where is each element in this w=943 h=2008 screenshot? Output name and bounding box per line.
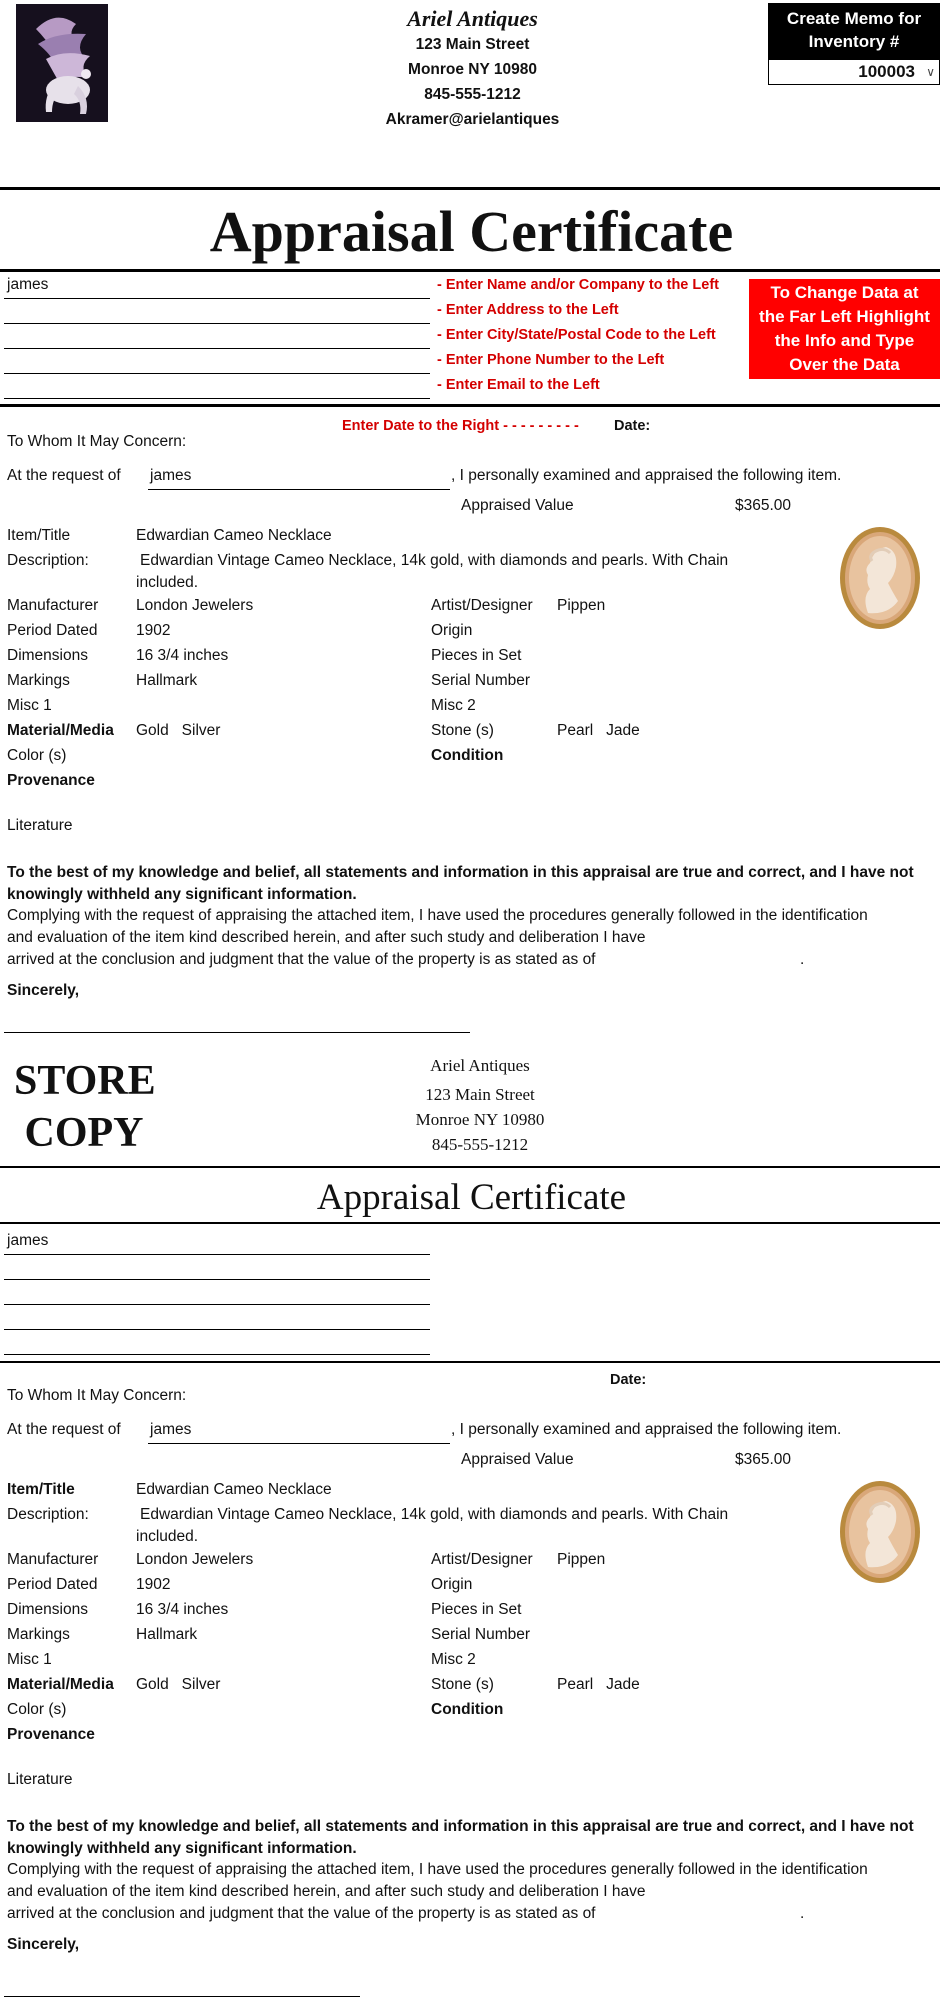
- item-photo-cameo: [838, 525, 922, 631]
- instruction-address: - Enter Address to the Left: [437, 302, 619, 318]
- requester-field[interactable]: james: [150, 467, 192, 484]
- store-item-title: Edwardian Cameo Necklace: [136, 1481, 332, 1498]
- store-appraised-value: $365.00: [735, 1451, 792, 1468]
- memo-title-line1: Create Memo for: [786, 9, 922, 28]
- store-city: Monroe NY 10980: [415, 1110, 545, 1129]
- manufacturer: London Jewelers: [136, 597, 254, 614]
- serial-label: Serial Number: [431, 672, 531, 689]
- description-cont: included.: [136, 574, 199, 591]
- store-artist-label: Artist/Designer: [431, 1551, 533, 1568]
- logo-pegasus: [16, 4, 108, 122]
- field-underline: [4, 1329, 430, 1330]
- procedure-line1: Complying with the request of appraising the attached item, I have used the procedures generally followed in the identification: [7, 907, 868, 924]
- store-item-title-label: Item/Title: [7, 1481, 75, 1498]
- stone: Pearl Jade: [557, 722, 640, 739]
- stone-label: Stone (s): [431, 722, 494, 739]
- store-markings-label: Markings: [7, 1626, 70, 1643]
- instruction-city: - Enter City/State/Postal Code to the Left: [437, 327, 716, 343]
- store-misc2-label: Misc 2: [431, 1651, 476, 1668]
- store-material: Gold Silver: [136, 1676, 221, 1693]
- store-period-label: Period Dated: [7, 1576, 98, 1593]
- chevron-down-icon[interactable]: ∨: [926, 65, 935, 79]
- store-request-prefix: At the request of: [7, 1421, 121, 1438]
- store-stone: Pearl Jade: [557, 1676, 640, 1693]
- divider: [0, 269, 940, 272]
- divider: [0, 187, 940, 190]
- pieces-label: Pieces in Set: [431, 647, 522, 664]
- certificate-title: Appraisal Certificate: [209, 199, 734, 264]
- appraised-value: $365.00: [735, 497, 792, 514]
- color-label: Color (s): [7, 747, 67, 764]
- memo-title-line2: Inventory #: [808, 32, 900, 51]
- business-name: Ariel Antiques: [407, 6, 538, 31]
- store-procedure-line3: arrived at the conclusion and judgment that the value of the property is as stated as of: [7, 1905, 596, 1922]
- store-procedure-end: .: [800, 1905, 805, 1922]
- store-material-label: Material/Media: [7, 1676, 114, 1693]
- business-phone: 845-555-1212: [424, 86, 521, 103]
- divider: [0, 1166, 940, 1168]
- store-business-name: Ariel Antiques: [430, 1056, 530, 1075]
- instruction-name: - Enter Name and/or Company to the Left: [437, 277, 719, 293]
- field-underline: [148, 1443, 450, 1444]
- store-date-label: Date:: [610, 1372, 647, 1388]
- item-title: Edwardian Cameo Necklace: [136, 527, 332, 544]
- store-requester: james: [150, 1421, 192, 1438]
- instruction-email: - Enter Email to the Left: [437, 377, 600, 393]
- store-description: Edwardian Vintage Cameo Necklace, 14k gold, with diamonds and pearls. With Chain: [140, 1506, 729, 1523]
- address-field[interactable]: [4, 323, 430, 324]
- store-serial-label: Serial Number: [431, 1626, 531, 1643]
- procedure-line2: and evaluation of the item kind described herein, and after such study and deliberation I have: [7, 929, 646, 946]
- store-description-cont: included.: [136, 1528, 199, 1545]
- store-signature-line: [4, 1996, 360, 1997]
- markings: Hallmark: [136, 672, 198, 689]
- divider: [0, 1361, 940, 1363]
- request-prefix: At the request of: [7, 467, 121, 484]
- store-copy-label: [14, 1055, 154, 1159]
- store-provenance-label: Provenance: [7, 1726, 95, 1743]
- store-copy-line1: STORE: [14, 1058, 156, 1104]
- store-procedure-line1: Complying with the request of appraising the attached item, I have used the procedures generally followed in the identification: [7, 1861, 868, 1878]
- business-email: Akramer@arielantiques: [385, 111, 560, 128]
- store-manufacturer: London Jewelers: [136, 1551, 254, 1568]
- change-data-note: [749, 279, 940, 379]
- store-item-photo-cameo: [838, 1479, 922, 1585]
- material: Gold Silver: [136, 722, 221, 739]
- store-period: 1902: [136, 1576, 171, 1593]
- date-label: Date:: [614, 418, 651, 434]
- condition-label: Condition: [431, 747, 504, 764]
- field-underline: [4, 1254, 430, 1255]
- change-note-line: Over the Data: [789, 355, 900, 374]
- inventory-select-value: 100003: [858, 62, 915, 81]
- misc2-label: Misc 2: [431, 697, 476, 714]
- divider: [0, 404, 940, 407]
- artist: Pippen: [557, 597, 606, 614]
- period: 1902: [136, 622, 171, 639]
- store-request-suffix: , I personally examined and appraised the following item.: [451, 1421, 842, 1438]
- misc1-label: Misc 1: [7, 697, 52, 714]
- store-closing: Sincerely,: [7, 1936, 80, 1953]
- date-instruction: Enter Date to the Right - - - - - - - - -: [342, 418, 579, 434]
- procedure-line3: arrived at the conclusion and judgment that the value of the property is as stated as of: [7, 951, 596, 968]
- field-underline: [148, 489, 450, 490]
- provenance-label: Provenance: [7, 772, 95, 789]
- markings-label: Markings: [7, 672, 70, 689]
- store-stone-label: Stone (s): [431, 1676, 494, 1693]
- dimensions-label: Dimensions: [7, 647, 88, 664]
- dimensions: 16 3/4 inches: [136, 647, 229, 664]
- item-title-label: Item/Title: [7, 527, 71, 544]
- memo-title: [769, 4, 939, 60]
- store-color-label: Color (s): [7, 1701, 67, 1718]
- field-underline: [4, 1304, 430, 1305]
- store-street: 123 Main Street: [425, 1085, 535, 1104]
- procedure-end: .: [800, 951, 805, 968]
- store-phone: 845-555-1212: [431, 1135, 529, 1154]
- store-pieces-label: Pieces in Set: [431, 1601, 522, 1618]
- change-note-line: To Change Data at: [770, 283, 919, 302]
- salutation: To Whom It May Concern:: [7, 433, 187, 450]
- divider: [0, 1222, 940, 1224]
- store-markings: Hallmark: [136, 1626, 198, 1643]
- artist-label: Artist/Designer: [431, 597, 533, 614]
- field-underline: [4, 1354, 430, 1355]
- city-field[interactable]: [4, 348, 430, 349]
- inventory-select[interactable]: [769, 60, 939, 84]
- recipient-name-field[interactable]: james: [7, 276, 49, 293]
- store-recipient-name: james: [7, 1232, 49, 1249]
- field-underline: [4, 1279, 430, 1280]
- store-manufacturer-label: Manufacturer: [7, 1551, 99, 1568]
- statement: To the best of my knowledge and belief, all statements and information in this appraisal are true and correct, and I have not knowingly withheld any significant information.: [7, 864, 914, 903]
- store-literature-label: Literature: [7, 1771, 73, 1788]
- closing: Sincerely,: [7, 982, 80, 999]
- store-salutation: To Whom It May Concern:: [7, 1387, 187, 1404]
- signature-line[interactable]: [4, 1032, 470, 1033]
- period-label: Period Dated: [7, 622, 98, 639]
- store-misc1-label: Misc 1: [7, 1651, 52, 1668]
- change-note-line: the Far Left Highlight: [759, 307, 930, 326]
- store-copy-line2: COPY: [24, 1110, 144, 1156]
- store-procedure-line2: and evaluation of the item kind described herein, and after such study and deliberation I have: [7, 1883, 646, 1900]
- store-dimensions-label: Dimensions: [7, 1601, 88, 1618]
- store-statement: To the best of my knowledge and belief, all statements and information in this appraisal are true and correct, and I have not knowingly withheld any significant information.: [7, 1818, 914, 1857]
- store-origin-label: Origin: [431, 1576, 473, 1593]
- phone-field[interactable]: [4, 373, 430, 374]
- memo-panel: [768, 3, 940, 85]
- store-appraised-value-label: Appraised Value: [461, 1451, 574, 1468]
- store-certificate-title: Appraisal Certificate: [316, 1177, 627, 1218]
- description: Edwardian Vintage Cameo Necklace, 14k gold, with diamonds and pearls. With Chain: [140, 552, 729, 569]
- description-label: Description:: [7, 552, 89, 569]
- store-dimensions: 16 3/4 inches: [136, 1601, 229, 1618]
- store-description-label: Description:: [7, 1506, 89, 1523]
- manufacturer-label: Manufacturer: [7, 597, 99, 614]
- origin-label: Origin: [431, 622, 473, 639]
- business-city: Monroe NY 10980: [408, 61, 537, 78]
- material-label: Material/Media: [7, 722, 114, 739]
- field-underline: [4, 298, 430, 299]
- instruction-phone: - Enter Phone Number to the Left: [437, 352, 665, 368]
- change-note-line: the Info and Type: [774, 331, 915, 350]
- literature-label: Literature: [7, 817, 73, 834]
- store-artist: Pippen: [557, 1551, 606, 1568]
- request-suffix: , I personally examined and appraised the following item.: [451, 467, 842, 484]
- email-field[interactable]: [4, 398, 430, 399]
- appraised-value-label: Appraised Value: [461, 497, 574, 514]
- business-street: 123 Main Street: [415, 36, 530, 53]
- store-condition-label: Condition: [431, 1701, 504, 1718]
